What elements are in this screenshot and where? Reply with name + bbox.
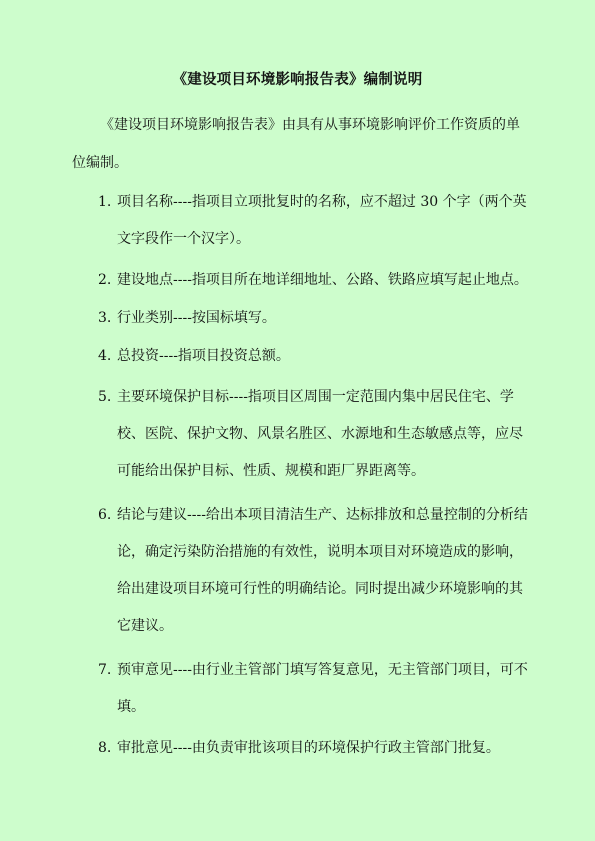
item-text: 审批意见----由负责审批该项目的环境保护行政主管部门批复。 bbox=[117, 740, 500, 756]
item-text: 预审意见----由行业主管部门填写答复意见，无主管部门项目，可不填。 bbox=[117, 662, 528, 715]
document-title: 《建设项目环境影响报告表》编制说明 bbox=[172, 72, 423, 88]
list-item bbox=[72, 184, 528, 258]
item-text: 建设地点----指项目所在地详细地址、公路、铁路应填写起止地点。 bbox=[117, 272, 528, 288]
list-item bbox=[72, 265, 528, 296]
item-number: 4. bbox=[98, 348, 112, 364]
item-number: 7. bbox=[98, 662, 112, 678]
item-number: 3. bbox=[98, 310, 112, 326]
item-text: 行业类别----按国标填写。 bbox=[117, 310, 276, 326]
list-item bbox=[72, 341, 528, 372]
intro-paragraph: 《建设项目环境影响报告表》由具有从事环境影响评价工作资质的单位编制。 bbox=[72, 117, 520, 171]
item-number: 2. bbox=[98, 272, 112, 288]
list-item bbox=[72, 379, 528, 490]
list-item bbox=[72, 652, 528, 726]
item-number: 5. bbox=[98, 389, 112, 405]
list-item bbox=[72, 733, 528, 764]
item-text: 主要环境保护目标----指项目区周围一定范围内集中居民住宅、学校、医院、保护文物、风景名胜区、水源地和生态敏感点等，应尽可能给出保护目标、性质、规模和距厂界距离等。 bbox=[117, 389, 523, 479]
list-item bbox=[72, 303, 528, 334]
list-item bbox=[72, 497, 528, 645]
item-number: 6. bbox=[98, 507, 112, 523]
item-text: 项目名称----指项目立项批复时的名称，应不超过 30 个字（两个英文字段作一个汉字）。 bbox=[117, 194, 527, 247]
item-number: 8. bbox=[98, 740, 112, 756]
item-text: 结论与建议----给出本项目清洁生产、达标排放和总量控制的分析结论，确定污染防治措施的有效性，说明本项目对环境造成的影响，给出建设项目环境可行性的明确结论。同时提出减少环境影响的其它建议。 bbox=[117, 507, 528, 634]
item-number: 1. bbox=[98, 194, 112, 210]
instruction-list bbox=[72, 184, 528, 771]
item-text: 总投资----指项目投资总额。 bbox=[117, 348, 290, 364]
